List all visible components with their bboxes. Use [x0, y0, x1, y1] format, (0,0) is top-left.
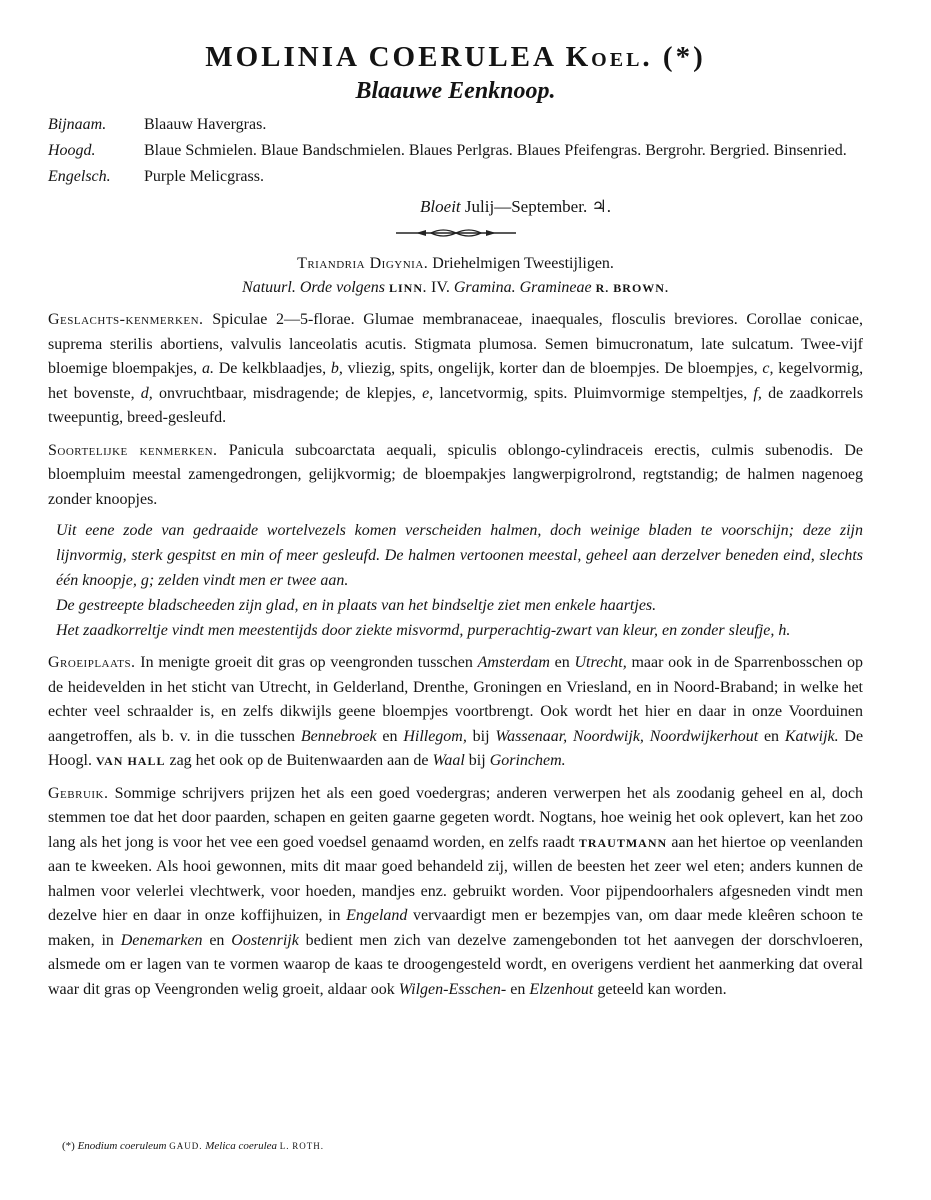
place-name: Waal	[432, 752, 465, 769]
section-heading: Soortelijke kenmerken.	[48, 441, 218, 459]
natural-order	[48, 276, 863, 300]
species-characters	[48, 439, 863, 513]
family-author: R. BROWN.	[595, 281, 669, 295]
usage-text: aan het hiertoe op veenlanden aan te kweeken. Als hooi gewonnen, mits dit maar goed behandeld zij, willen de beesten het zeer wel eten; anders kunnen de halmen voor velerlei vlechtwerk, voor hoeden, mandjes enz. gebruikt worden. Voor pijpendoorhalers afgesneden vindt men dezelve hier en daar in onze koffijhuizen, in	[48, 833, 864, 924]
name-value: Purple Melicgrass.	[144, 168, 264, 185]
description-paragraph: De gestreepte bladscheeden zijn glad, en in plaats van het bindseltje ziet men enkele haartjes.	[56, 597, 657, 614]
name-value: Blaue Schmielen. Blaue Bandschmielen. Blaues Perlgras. Blaues Pfeifengras. Bergrohr. Bergried. Binsenried.	[144, 142, 847, 159]
description-paragraph: Uit eene zode van gedraaide wortelvezels komen verscheiden halmen, doch weinige bladen te voorschijn; deze zijn lijnvormig, sterk gespitst en min of meer gesleufd. De halmen vertoonen meestal, geheel aan derzelver beneden eind, slechts één knoopje, g; zelden vindt men er twee aan.	[56, 522, 863, 589]
synonym-author: L.	[279, 1141, 290, 1151]
usage-text: bedient men zich van dezelve zamengebonden tot het aanvegen der dorschvloeren, alsmede om er lagen van te vormen waarop de kaas te droogengesteld wordt, en overigens verdient het aanmerking dat overal waar dit gras op Veengronden welig groeit, aldaar ook	[48, 931, 864, 998]
habitat-text: zag het ook op de Buitenwaarden aan de	[169, 752, 429, 769]
habitat-text: en	[382, 727, 398, 745]
place-name: Katwijk.	[784, 727, 839, 745]
place-name: Hillegom,	[403, 727, 467, 745]
genus-text: De kelkblaadjes,	[218, 360, 327, 377]
genus-text: Spiculae 2—5-florae. Glumae membranaceae, inaequales, flosculis breviores. Corollae conicae, suprema sterilis abortiens, valvulis lanceolatis acutis. Stigmata plumosa. Semen bimucronatum, late sulcatum. Twee-vijf bloemige bloempakjes,	[48, 311, 863, 377]
synonym-author: ROTH.	[292, 1141, 325, 1151]
flowering-text: Julij—September.	[464, 197, 588, 216]
section-heading: Groeiplaats.	[48, 654, 136, 671]
name-row	[48, 164, 863, 190]
genus-text: lancetvormig, spits. Pluimvormige stempeltjes,	[439, 384, 748, 402]
name-row	[48, 138, 863, 164]
usage	[48, 782, 863, 1003]
usage-text: en	[209, 931, 225, 949]
habitat-text: bij	[472, 727, 490, 745]
flowering-label: Bloeit	[420, 197, 461, 216]
footnote-mark: (*)	[62, 1140, 75, 1152]
document-page	[48, 30, 863, 1002]
person-name: VAN HALL	[96, 754, 166, 768]
section-heading: Gebruik.	[48, 784, 109, 802]
footnote-mark: (*)	[662, 41, 706, 73]
habitat-text: maar ook in de Sparrenbosschen op de heidevelden in het sticht van Utrecht, in Gelderland, Drenthe, Groningen en Vriesland, en in Noord-Braband; in welke het echter veel schraalder is, en zelfs dikwijls geene bloempjes voortbrengt. Ook wordt het hier en daar in onze Voorduinen aangetroffen, als b. v. in die tusschen	[48, 654, 864, 745]
plant-description	[48, 518, 863, 643]
usage-text: Sommige schrijvers prijzen het als een goed voedergras; anderen verwerpen het als zoodanig geheel en al, doch stemmen toe dat het door paarden, schapen en geiten gaarne gegeten wordt. Nogtans, hoe weinig het ook oplevert, kan het zoo lang als het jong is voor het vee een goed voedsel genaamd worden, en zelfs raadt	[48, 784, 864, 851]
order-label: Natuurl. Orde volgens	[242, 279, 385, 296]
habitat-text: bij	[468, 752, 486, 769]
dutch-name: Blaauwe Eenknoop.	[355, 78, 556, 104]
genus-text: vliezig, spits, ongelijk, korter dan de bloempjes. De bloempjes,	[347, 360, 758, 377]
wood-name: Wilgen-Esschen-	[398, 980, 507, 998]
habitat-text: en	[554, 654, 570, 671]
species-text: Panicula subcoarctata aequali, spiculis oblongo-cylindraceis erectis, culmis subenodis. De bloempluim meestal zamengedrongen, gelijkvormig; de bloempakjes langwerpigrolrond, regtstandig; de halmen nagenoeg zonder knoopjes.	[48, 441, 864, 508]
order-name: Gramina.	[453, 279, 516, 296]
habitat-text: De Hoogl.	[48, 727, 864, 769]
person-name: TRAUTMANN	[578, 835, 668, 850]
place-name: Amsterdam	[477, 654, 550, 671]
place-name: Bennebroek	[300, 727, 377, 745]
genus-characters	[48, 308, 863, 431]
habitat	[48, 651, 863, 774]
figure-ref: c,	[762, 360, 774, 377]
figure-ref: f,	[753, 384, 762, 402]
perennial-symbol: ♃.	[591, 197, 611, 216]
order-number: IV.	[431, 279, 450, 296]
ornament-divider	[48, 226, 863, 244]
synonym: Melica coerulea	[205, 1140, 278, 1152]
synonym: Enodium coeruleum	[77, 1140, 167, 1152]
place-name: Wassenaar, Noordwijk, Noordwijkerhout	[495, 727, 759, 745]
usage-text: geteeld kan worden.	[597, 980, 727, 998]
habitat-text: In menigte groeit dit gras op veengronden tusschen	[140, 654, 473, 671]
class-latin: Triandria Digynia.	[297, 255, 429, 272]
species-name: MOLINIA COERULEA	[205, 41, 556, 73]
family-name: Gramineae	[519, 279, 592, 296]
flowering-time	[48, 194, 863, 220]
name-label: Bijnaam.	[48, 116, 107, 133]
place-name: Denemarken	[120, 931, 203, 949]
name-label: Engelsch.	[48, 168, 111, 185]
wood-name: Elzenhout	[529, 980, 594, 998]
name-row	[48, 112, 863, 138]
place-name: Engeland	[346, 907, 408, 924]
order-author: LINN.	[389, 281, 428, 295]
figure-ref: d,	[140, 384, 153, 402]
name-label: Hoogd.	[48, 142, 96, 159]
figure-ref: a.	[201, 360, 214, 377]
genus-text: de zaadkorrels tweepuntig, breed-gesleufd.	[48, 384, 864, 426]
genus-text: onvruchtbaar, misdragende; de klepjes,	[158, 384, 416, 402]
place-name: Oostenrijk	[231, 931, 299, 949]
place-name: Utrecht,	[574, 654, 627, 671]
species-author: Koel.	[565, 41, 653, 73]
ornament-icon	[391, 227, 521, 239]
class-dutch: Driehelmigen Tweestijligen.	[432, 255, 614, 272]
page-title	[48, 40, 863, 74]
usage-text: en	[510, 980, 526, 998]
habitat-text: en	[763, 727, 780, 745]
synonym-author: GAUD.	[169, 1141, 203, 1151]
name-value: Blaauw Havergras.	[144, 116, 267, 133]
vernacular-names	[48, 112, 863, 190]
genus-text: kegelvormig, het bovenste,	[48, 360, 864, 402]
figure-ref: e,	[422, 384, 434, 402]
footnote	[62, 1140, 324, 1152]
figure-ref: b,	[330, 360, 343, 377]
description-paragraph: Het zaadkorreltje vindt men meestentijds door ziekte misvormd, purperachtig-zwart van kleur, en zonder sleufje, h.	[56, 622, 791, 639]
place-name: Gorinchem.	[489, 752, 566, 769]
section-heading: Geslachts-kenmerken.	[48, 311, 204, 328]
linnaean-class	[48, 252, 863, 276]
usage-text: vervaardigt men er bezempjes van, om daar mede kleêren schoon te maken, in	[48, 907, 863, 949]
